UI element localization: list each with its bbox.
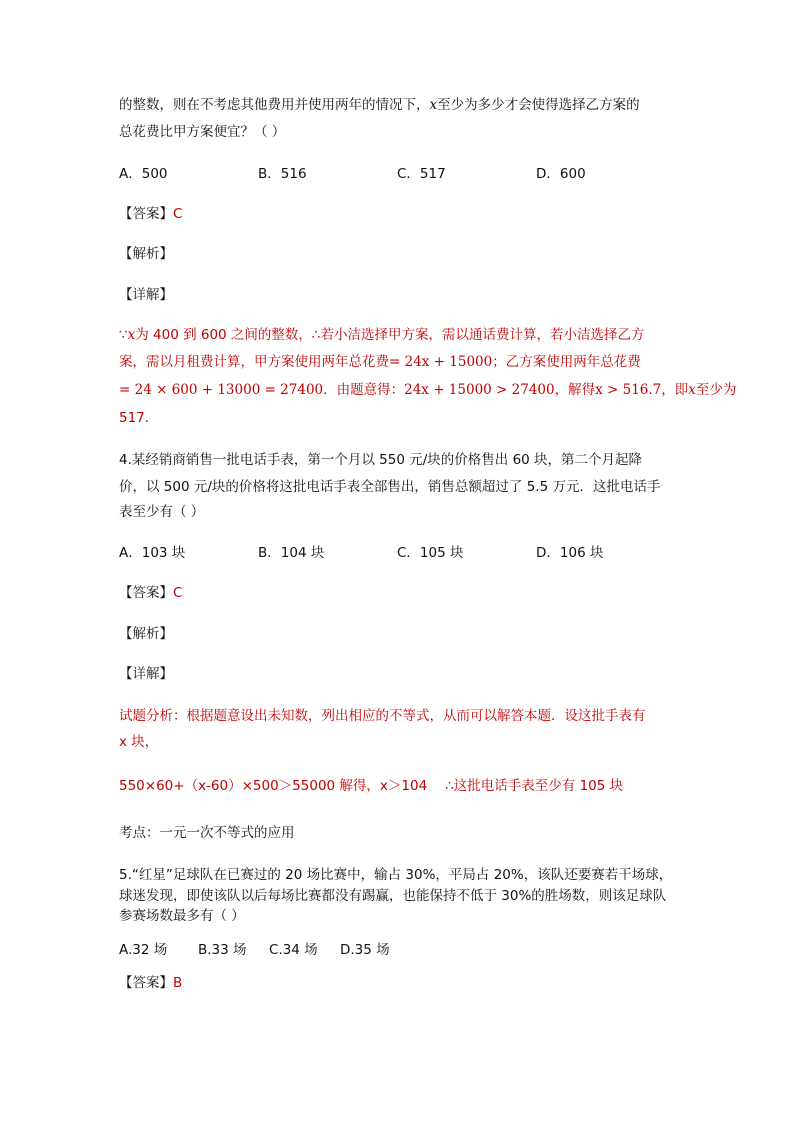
- q4-option-a: A．103 块: [119, 545, 186, 561]
- q4-analysis-tag: 【解析】: [119, 626, 173, 642]
- q3-stem-line-1: [119, 95, 640, 115]
- q4-answer: [119, 583, 182, 603]
- answer-tag: 【答案】: [119, 585, 173, 601]
- q3-stem-text: 至少为多少才会使得选择乙方案的: [437, 97, 640, 113]
- answer-tag: 【答案】: [119, 206, 173, 222]
- q3-option-b: B．516: [258, 166, 307, 182]
- q4-kaodian: 考点：一元一次不等式的应用: [119, 825, 295, 841]
- solution-text: 为 400 到 600 之间的整数，∴若小洁选择甲方案，需以通话费计算，若小洁选择乙方: [135, 327, 645, 343]
- q5-option-b: B.33 场: [198, 942, 247, 958]
- q3-solution-line-3: [119, 380, 736, 400]
- q4-stem-line-3: 表至少有（ ）: [119, 504, 205, 520]
- answer-value: B: [173, 975, 183, 991]
- inequality-result: x > 516.7: [595, 382, 662, 398]
- q3-solution-line-1: [119, 325, 645, 345]
- conclusion: ∴这批电话手表至少有 105 块: [445, 778, 624, 794]
- q5-stem-line-2: 球迷发现，即使该队以后每场比赛都没有踢赢，也能保持不低于 30%的胜场数，则该足球队: [119, 888, 667, 904]
- variable-x: x: [688, 382, 696, 398]
- answer-value: C: [173, 585, 183, 601]
- q5-option-a: A.32 场: [119, 942, 168, 958]
- equation: = 24 × 600 + 13000 = 27400: [119, 382, 324, 398]
- q3-option-a: A．500: [119, 166, 168, 182]
- q4-stem-line-2: 价，以 500 元/块的价格将这批电话手表全部售出，销售总额超过了 5.5 万元．这批电话手: [119, 479, 661, 495]
- q5-stem-line-3: 参赛场数最多有（ ）: [119, 908, 245, 924]
- q5-stem-line-1: 5.“红星”足球队在已赛过的 20 场比赛中，输占 30%，平局占 20%，该队还要赛若干场球，: [119, 867, 673, 883]
- q3-analysis-tag: 【解析】: [119, 246, 173, 262]
- q3-stem-text: 的整数，则在不考虑其他费用并使用两年的情况下，: [119, 97, 430, 113]
- solution-text: ；乙方案使用两年总花费: [492, 354, 641, 370]
- q3-detail-tag: 【详解】: [119, 287, 173, 303]
- because-symbol: ∵: [119, 327, 128, 343]
- q4-stem-line-1: 4.某经销商销售一批电话手表，第一个月以 550 元/块的价格售出 60 块，第二个月起降: [119, 452, 643, 468]
- q4-solution-line-2: x 块，: [119, 734, 159, 750]
- equation: = 24x + 15000: [389, 354, 493, 370]
- solution-text: 至少为: [695, 382, 737, 398]
- q3-option-d: D．600: [536, 166, 586, 182]
- q3-answer: [119, 204, 182, 224]
- q3-solution-line-4: 517．: [119, 410, 159, 426]
- q3-solution-line-2: [119, 352, 641, 372]
- solution-text: 案，需以月租费计算，甲方案使用两年总花费: [119, 354, 389, 370]
- solution-text: ．由题意得：: [323, 382, 405, 398]
- q3-option-c: C．517: [397, 166, 446, 182]
- answer-tag: 【答案】: [119, 975, 173, 991]
- solution-text: ，解得: [554, 382, 596, 398]
- q5-option-d: D.35 场: [340, 942, 390, 958]
- q4-solution-line-3: [119, 776, 623, 796]
- inequality: 550×60+（x-60）×500＞55000 解得，x＞104: [119, 778, 428, 794]
- q3-stem-line-2: 总花费比甲方案便宜？（ ）: [119, 124, 286, 140]
- q4-option-c: C．105 块: [397, 545, 464, 561]
- q4-detail-tag: 【详解】: [119, 666, 173, 682]
- inequality: 24x + 15000 > 27400: [404, 382, 555, 398]
- variable-x: x: [127, 327, 136, 343]
- q3-variable-x: x: [429, 97, 438, 113]
- q4-option-d: D．106 块: [536, 545, 604, 561]
- answer-value: C: [173, 206, 183, 222]
- q5-answer: [119, 973, 182, 993]
- q4-option-b: B．104 块: [258, 545, 325, 561]
- solution-text: ，即: [661, 382, 689, 398]
- q4-solution-line-1: 试题分析：根据题意设出未知数，列出相应的不等式，从而可以解答本题．设这批手表有: [119, 708, 646, 724]
- q5-option-c: C.34 场: [269, 942, 318, 958]
